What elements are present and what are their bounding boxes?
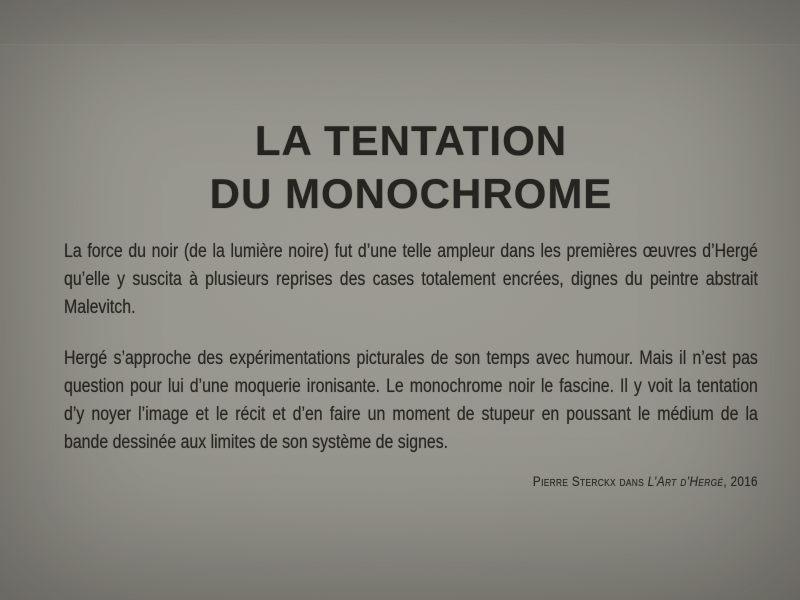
paragraph-2: Hergé s’approche des expérimentations picturales de son temps avec humour. Mais il n’est pas question pour lui d’une moquerie ironisante. Le monochrome noir le fascine. Il y voit la tentation d’y noyer l’image et le récit et d’en faire un moment de stupeur en poussant le médium de la bande dessinée aux limites de son système de signes.	[64, 348, 758, 453]
attribution-work-title: L’Art d’Hergé	[647, 473, 724, 489]
title-line-1: LA TENTATION	[254, 117, 568, 164]
title-line-2: DU MONOCHROME	[209, 170, 613, 217]
attribution	[64, 471, 758, 491]
placard-title	[64, 114, 758, 220]
placard-body	[64, 238, 758, 491]
paragraph-1: La force du noir (de la lumière noire) fut d’une telle ampleur dans les premières œuvres d’Hergé qu’elle y suscita à plusieurs reprises des cases totalement encrées, dignes du peintre abstrait Malevitch.	[64, 241, 758, 318]
attribution-author: Pierre Sterckx dans	[532, 473, 648, 489]
attribution-year: , 2016	[723, 473, 758, 489]
